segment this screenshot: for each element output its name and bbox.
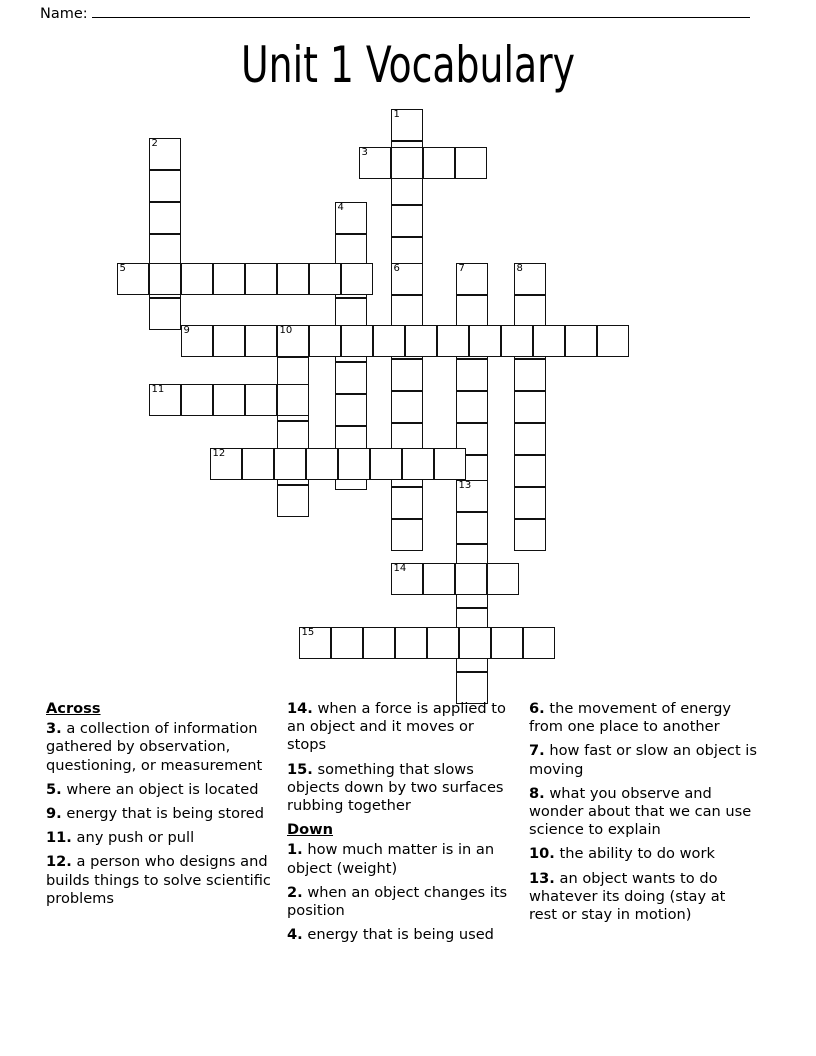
crossword-cell[interactable] <box>370 448 402 480</box>
crossword-cell[interactable] <box>514 423 546 455</box>
crossword-cell[interactable] <box>331 627 363 659</box>
cell-number: 5 <box>119 263 126 274</box>
clue-number: 7. <box>529 742 545 760</box>
clue-across-11: 11. any push or pull <box>46 829 195 847</box>
clue-number: 8. <box>529 784 545 802</box>
cell-number: 1 <box>393 109 400 120</box>
crossword-cell[interactable] <box>391 205 423 237</box>
crossword-cell[interactable] <box>391 109 423 141</box>
crossword-cell[interactable] <box>245 263 277 295</box>
clue-number: 12. <box>46 853 72 871</box>
crossword-cell[interactable] <box>245 325 277 357</box>
crossword-cell[interactable] <box>456 263 488 295</box>
name-label: Name: <box>40 6 88 22</box>
crossword-cell[interactable] <box>391 487 423 519</box>
cell-number: 8 <box>516 263 523 274</box>
crossword-cell[interactable] <box>213 384 245 416</box>
crossword-cell[interactable] <box>456 480 488 512</box>
clue-number: 1. <box>287 841 303 859</box>
crossword-cell[interactable] <box>597 325 629 357</box>
crossword-cell[interactable] <box>459 627 491 659</box>
down-heading: Down <box>287 821 334 839</box>
crossword-cell[interactable] <box>149 202 181 234</box>
clue-number: 5. <box>46 780 62 798</box>
crossword-cell[interactable] <box>402 448 434 480</box>
crossword-cell[interactable] <box>277 325 309 357</box>
crossword-cell[interactable] <box>149 384 181 416</box>
crossword-cell[interactable] <box>335 394 367 426</box>
crossword-cell[interactable] <box>213 325 245 357</box>
clue-down-13: 13. an object wants to do whatever its doing (stay at rest or stay in motion) <box>529 869 726 924</box>
crossword-cell[interactable] <box>423 147 455 179</box>
clue-across-3: 3. a collection of information gathered by observation, questioning, or measurement <box>46 720 263 774</box>
crossword-cell[interactable] <box>335 234 367 266</box>
crossword-cell[interactable] <box>514 359 546 391</box>
crossword-cell[interactable] <box>395 627 427 659</box>
clue-number: 2. <box>287 883 303 901</box>
crossword-cell[interactable] <box>565 325 597 357</box>
clues-column-3 <box>529 700 770 950</box>
clue-number: 13. <box>529 869 555 887</box>
crossword-cell[interactable] <box>391 391 423 423</box>
cell-number: 13 <box>458 480 472 491</box>
cell-number: 9 <box>183 325 190 336</box>
cell-number: 6 <box>393 263 400 274</box>
crossword-cell[interactable] <box>423 563 455 595</box>
crossword-cell[interactable] <box>277 485 309 517</box>
crossword-cell[interactable] <box>335 202 367 234</box>
clue-number: 4. <box>287 926 303 944</box>
crossword-cell[interactable] <box>181 325 213 357</box>
cell-number: 15 <box>301 627 315 638</box>
crossword-cell[interactable] <box>391 359 423 391</box>
clue-down-6: 6. the movement of energy from one place to another <box>529 700 732 736</box>
cell-number: 7 <box>458 263 465 274</box>
crossword-cell[interactable] <box>149 138 181 170</box>
crossword-cell[interactable] <box>335 362 367 394</box>
crossword-cell[interactable] <box>359 147 391 179</box>
crossword-cell[interactable] <box>363 627 395 659</box>
crossword-cell[interactable] <box>487 563 519 595</box>
crossword-cell[interactable] <box>514 487 546 519</box>
crossword-cell[interactable] <box>245 384 277 416</box>
crossword-cell[interactable] <box>455 147 487 179</box>
clue-across-15: 15. something that slows objects down by two surfaces rubbing together <box>287 760 504 815</box>
cell-number: 14 <box>393 563 407 574</box>
crossword-cell[interactable] <box>309 325 341 357</box>
crossword-cell[interactable] <box>501 325 533 357</box>
crossword-cell[interactable] <box>338 448 370 480</box>
crossword-cell[interactable] <box>523 627 555 659</box>
crossword-cell[interactable] <box>242 448 274 480</box>
crossword-cell[interactable] <box>456 359 488 391</box>
clue-number: 14. <box>287 700 313 717</box>
crossword-cell[interactable] <box>277 263 309 295</box>
crossword-cell[interactable] <box>391 295 423 327</box>
clue-down-1: 1. how much matter is in an object (weight) <box>287 841 495 877</box>
crossword-cell[interactable] <box>299 627 331 659</box>
clue-down-4: 4. energy that is being used <box>287 926 494 944</box>
crossword-cell[interactable] <box>181 263 213 295</box>
crossword-cell[interactable] <box>210 448 242 480</box>
crossword-cell[interactable] <box>341 325 373 357</box>
clue-number: 15. <box>287 760 313 778</box>
cell-number: 2 <box>151 138 158 149</box>
crossword-cell[interactable] <box>514 519 546 551</box>
cell-number: 4 <box>337 202 344 213</box>
clue-down-2: 2. when an object changes its position <box>287 883 508 920</box>
cell-number: 11 <box>151 384 165 395</box>
crossword-cell[interactable] <box>427 627 459 659</box>
crossword-cell[interactable] <box>456 295 488 327</box>
crossword-cell[interactable] <box>437 325 469 357</box>
crossword-cell[interactable] <box>213 263 245 295</box>
clue-across-9: 9. energy that is being stored <box>46 805 265 823</box>
crossword-cell[interactable] <box>434 448 466 480</box>
crossword-cell[interactable] <box>391 563 423 595</box>
crossword-cell[interactable] <box>306 448 338 480</box>
crossword-cell[interactable] <box>533 325 565 357</box>
crossword-cell[interactable] <box>341 263 373 295</box>
clue-across-12: 12. a person who designs and builds things to solve scientific problems <box>46 853 271 907</box>
crossword-cell[interactable] <box>117 263 149 295</box>
crossword-cell[interactable] <box>514 295 546 327</box>
clue-down-7: 7. how fast or slow an object is moving <box>529 742 757 778</box>
clue-across-5: 5. where an object is located <box>46 780 259 798</box>
crossword-cell[interactable] <box>277 384 309 416</box>
clues-column-1 <box>46 700 287 950</box>
clue-down-8: 8. what you observe and wonder about that we can use science to explain <box>529 784 752 839</box>
cell-number: 12 <box>212 448 226 459</box>
cell-number: 3 <box>361 147 368 158</box>
crossword-cell[interactable] <box>514 263 546 295</box>
crossword-cell[interactable] <box>373 325 405 357</box>
crossword-cell[interactable] <box>405 325 437 357</box>
crossword-cell[interactable] <box>149 234 181 266</box>
crossword-cell[interactable] <box>469 325 501 357</box>
crossword-cell[interactable] <box>391 519 423 551</box>
crossword-cell[interactable] <box>181 384 213 416</box>
clues-column-2 <box>287 700 529 950</box>
crossword-cell[interactable] <box>514 391 546 423</box>
crossword-cell[interactable] <box>491 627 523 659</box>
cell-number: 10 <box>279 325 293 336</box>
crossword-cell[interactable] <box>455 563 487 595</box>
clue-number: 9. <box>46 805 62 823</box>
crossword-cell[interactable] <box>274 448 306 480</box>
crossword-cell[interactable] <box>391 263 423 295</box>
across-heading: Across <box>46 700 101 717</box>
crossword-cell[interactable] <box>456 391 488 423</box>
crossword-cell[interactable] <box>391 147 423 179</box>
clue-down-10: 10. the ability to do work <box>529 845 715 863</box>
clue-across-14: 14. when a force is applied to an object and it moves or stops <box>287 700 506 754</box>
crossword-cell[interactable] <box>309 263 341 295</box>
clue-number: 3. <box>46 720 62 738</box>
crossword-cell[interactable] <box>456 512 488 544</box>
crossword-cell[interactable] <box>514 455 546 487</box>
clue-number: 10. <box>529 845 555 863</box>
clue-number: 11. <box>46 829 72 847</box>
crossword-cell[interactable] <box>149 170 181 202</box>
crossword-cell[interactable] <box>149 263 181 295</box>
clue-number: 6. <box>529 700 545 717</box>
page-title: Unit 1 Vocabulary <box>240 36 576 94</box>
clues-section <box>46 700 770 950</box>
crossword-cell[interactable] <box>149 298 181 330</box>
